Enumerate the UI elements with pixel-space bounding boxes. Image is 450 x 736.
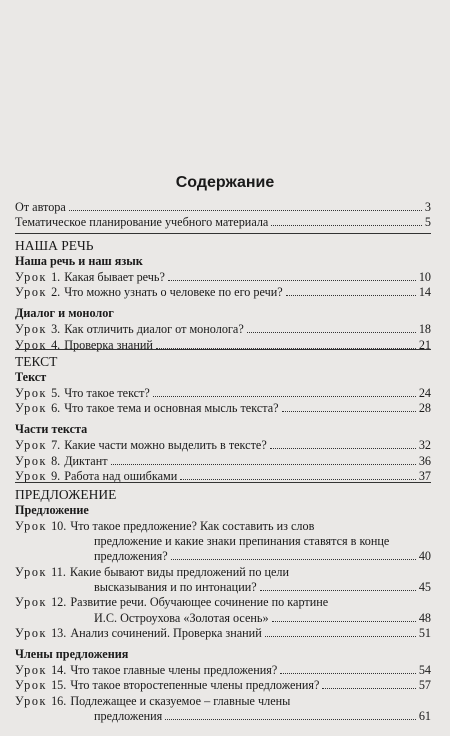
lesson-title: предложения (94, 708, 163, 723)
lesson-number: 1. (51, 269, 61, 284)
lesson-title: высказывания и по интонации? (94, 580, 257, 594)
lesson-number: 6. (51, 401, 61, 416)
section-heading: НАША РЕЧЬ (15, 238, 94, 253)
lesson-word: Урок (15, 269, 48, 284)
toc-entry (15, 338, 431, 353)
dot-leader (156, 345, 416, 349)
page-number: 57 (418, 678, 431, 693)
lesson-word: Урок (15, 401, 48, 416)
lesson-number: 12. (51, 595, 67, 610)
page-number: 61 (418, 708, 431, 723)
dot-leader (282, 408, 416, 412)
dot-leader (180, 476, 416, 480)
page-number: 45 (418, 580, 431, 594)
lesson-title: Что такое тема и основная мысль текста? (64, 401, 279, 416)
toc-entry (15, 549, 431, 564)
page-number: 21 (418, 337, 431, 352)
lesson-word: Урок (15, 453, 48, 468)
toc-entry (15, 663, 431, 678)
lesson-word: Урок (15, 438, 48, 453)
page-number: 24 (418, 385, 431, 400)
section-rule (15, 233, 431, 234)
lesson-title: Какие части можно выделить в тексте? (64, 438, 267, 453)
lesson-number: 16. (51, 693, 67, 708)
lesson-title: И.С. Остроухова «Золотая осень» (94, 610, 269, 625)
lesson-number: 9. (51, 468, 61, 483)
subsection-title: Текст (15, 370, 47, 384)
toc-entry (15, 322, 431, 337)
lesson-word: Урок (15, 678, 48, 693)
dot-leader (265, 633, 416, 637)
toc-entry (15, 595, 431, 610)
toc-entry (15, 285, 431, 300)
entry-label: От автора (15, 200, 66, 214)
lesson-word: Урок (15, 564, 48, 579)
page-number: 36 (418, 453, 431, 468)
lesson-title: Что такое главные члены предложения? (70, 663, 278, 677)
toc-entry (15, 454, 431, 469)
page-number: 18 (418, 322, 431, 337)
page-number: 32 (418, 438, 431, 453)
page-title: Содержание (175, 174, 275, 191)
lesson-number: 5. (51, 385, 61, 400)
lesson-number: 15. (51, 678, 67, 693)
lesson-word: Урок (15, 337, 48, 352)
page-number: 14 (418, 285, 431, 300)
lesson-title: Какие бывают виды предложений по цели (69, 564, 289, 579)
lesson-word: Урок (15, 518, 48, 533)
toc-entry (15, 519, 431, 534)
lesson-title: Проверка знаний (64, 337, 153, 352)
page-number: 40 (418, 549, 431, 564)
lesson-title: предложение и какие знаки препинания ставятся в конце (94, 534, 390, 549)
lesson-title: Работа над ошибками (64, 468, 178, 483)
page-number: 54 (418, 663, 431, 677)
entry-label: Тематическое планирование учебного материала (15, 215, 269, 230)
dot-leader (111, 461, 416, 465)
section-heading: ТЕКСТ (15, 354, 58, 369)
dot-leader (286, 292, 416, 296)
toc-entry (15, 580, 431, 595)
lesson-word: Урок (15, 385, 48, 400)
lesson-title: Развитие речи. Обучающее сочинение по картине (70, 595, 329, 610)
lesson-title: Подлежащее и сказуемое – главные члены (70, 693, 291, 708)
lesson-title: Что такое второстепенные члены предложения? (70, 678, 320, 693)
toc-entry (15, 386, 431, 401)
lesson-word: Урок (15, 322, 48, 337)
lesson-word: Урок (15, 625, 48, 640)
lesson-title: Какая бывает речь? (64, 269, 165, 284)
subsection-title: Диалог и монолог (15, 306, 114, 321)
subsection-title: Части текста (15, 422, 88, 437)
page-number: 37 (418, 468, 431, 483)
toc-entry (15, 678, 431, 693)
lesson-number: 7. (51, 438, 61, 453)
dot-leader (165, 716, 416, 720)
page-number: 51 (418, 625, 431, 640)
lesson-title: Анализ сочинений. Проверка знаний (70, 625, 262, 640)
lesson-word: Урок (15, 663, 48, 677)
toc-entry (15, 611, 431, 626)
lesson-word: Урок (15, 693, 48, 708)
toc-entry (15, 694, 431, 709)
dot-leader (280, 670, 416, 674)
lesson-title: Что можно узнать о человеке по его речи? (64, 285, 283, 300)
lesson-number: 13. (51, 625, 67, 640)
subsection-title: Предложение (15, 503, 89, 517)
subsection-title: Члены предложения (15, 647, 129, 662)
dot-leader (69, 207, 422, 211)
dot-leader (153, 393, 416, 397)
page-number: 3 (424, 200, 431, 214)
toc-entry (15, 200, 431, 215)
toc-entry (15, 626, 431, 641)
section-rule (15, 349, 431, 350)
toc-entry (15, 270, 431, 285)
dot-leader (260, 587, 416, 591)
page-number: 28 (418, 401, 431, 416)
page-number: 5 (424, 215, 431, 230)
subsection-title: Наша речь и наш язык (15, 254, 143, 268)
section-rule (15, 482, 431, 483)
dot-leader (171, 556, 416, 560)
toc-entry (15, 534, 431, 549)
toc-entry (15, 401, 431, 416)
dot-leader (271, 222, 422, 226)
section-heading: ПРЕДЛОЖЕНИЕ (15, 487, 117, 502)
lesson-number: 4. (51, 337, 61, 352)
dot-leader (247, 329, 416, 333)
lesson-number: 14. (51, 663, 67, 677)
lesson-title: Как отличить диалог от монолога? (64, 322, 244, 337)
page-number: 10 (418, 269, 431, 284)
lesson-title: предложения? (94, 549, 168, 564)
lesson-title: Диктант (64, 453, 108, 468)
lesson-number: 3. (51, 322, 61, 337)
lesson-number: 11. (51, 564, 66, 579)
dot-leader (322, 685, 415, 689)
lesson-title: Что такое предложение? Как составить из слов (70, 518, 315, 533)
dot-leader (270, 445, 416, 449)
lesson-number: 2. (51, 285, 61, 300)
toc-entry (15, 565, 431, 580)
page-number: 48 (418, 610, 431, 625)
lesson-number: 10. (51, 518, 67, 533)
toc-entry (15, 709, 431, 724)
toc-entry (15, 438, 431, 453)
lesson-word: Урок (15, 468, 48, 483)
lesson-word: Урок (15, 285, 48, 300)
lesson-word: Урок (15, 595, 48, 610)
dot-leader (272, 618, 416, 622)
toc-entry (15, 215, 431, 230)
lesson-title: Что такое текст? (64, 385, 150, 400)
lesson-number: 8. (51, 453, 61, 468)
dot-leader (168, 277, 416, 281)
